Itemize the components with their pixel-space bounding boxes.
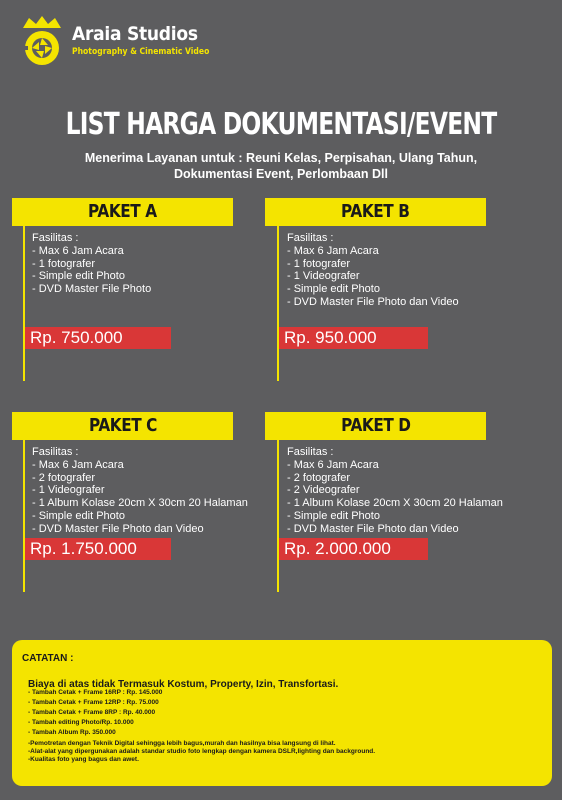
package-d-facilities xyxy=(287,446,503,536)
notes-footer xyxy=(28,740,375,764)
facility-item: - Simple edit Photo xyxy=(32,509,125,522)
facility-item: - DVD Master File Photo dan Video xyxy=(32,522,204,535)
notes-title: CATATAN : xyxy=(22,653,74,664)
notes-addons xyxy=(28,688,162,738)
facility-item: - 1 Videografer xyxy=(32,484,105,497)
facility-item: - 2 fotografer xyxy=(32,471,95,484)
package-a-price: Rp. 750.000 xyxy=(25,327,171,349)
facility-item: - Simple edit Photo xyxy=(32,270,125,283)
package-d-price: Rp. 2.000.000 xyxy=(279,538,428,560)
intro-line: Menerima Layanan untuk : Reuni Kelas, Perpisahan, Ulang Tahun, xyxy=(84,151,478,165)
addon-item: - Tambah Cetak + Frame 12RP : Rp. 75.000 xyxy=(28,699,159,706)
package-a-divider xyxy=(23,226,25,381)
footer-line: -Kualitas foto yang bagus dan awet. xyxy=(28,756,139,763)
package-d-divider xyxy=(277,440,279,592)
facility-item: - DVD Master File Photo dan Video xyxy=(287,522,459,535)
facility-item: - DVD Master File Photo dan Video xyxy=(287,295,459,308)
addon-item: - Tambah Cetak + Frame 16RP : Rp. 145.000 xyxy=(28,689,163,696)
footer-line: -Pemotretan dengan Teknik Digital sehingga lebih bagus,murah dan hasilnya bisa langsung di lihat. xyxy=(28,740,336,747)
facility-item: - 2 Videografer xyxy=(287,484,360,497)
addon-item: - Tambah Album Rp. 350.000 xyxy=(28,729,116,736)
package-b-facilities xyxy=(287,232,459,309)
footer-line: -Alat-alat yang dipergunakan adalah standar studio foto lengkap dengan kamera DSLR,lighting dan background. xyxy=(28,748,376,755)
intro-text xyxy=(0,150,562,182)
package-c-divider xyxy=(23,440,25,592)
camera-crown-logo-icon xyxy=(18,14,66,68)
facility-item: - 1 fotografer xyxy=(287,257,350,270)
facility-item: - Max 6 Jam Acara xyxy=(287,244,379,257)
addon-item: - Tambah editing Photo/Rp. 10.000 xyxy=(28,719,134,726)
facility-item: - 2 fotografer xyxy=(287,471,350,484)
facility-item: - 1 Videografer xyxy=(287,270,360,283)
facility-item: - 1 Album Kolase 20cm X 30cm 20 Halaman xyxy=(287,497,503,510)
package-b-divider xyxy=(277,226,279,381)
intro-line: Dokumentasi Event, Perlombaan Dll xyxy=(174,167,388,181)
facility-item: - 1 fotografer xyxy=(32,257,95,270)
package-a-header: PAKET A xyxy=(12,198,233,226)
facilities-label: Fasilitas : xyxy=(287,232,334,244)
notes-main: Biaya di atas tidak Termasuk Kostum, Property, Izin, Transfortasi. xyxy=(28,679,339,690)
facility-item: - Simple edit Photo xyxy=(287,509,380,522)
package-d-header: PAKET D xyxy=(265,412,486,440)
package-c-header: PAKET C xyxy=(12,412,233,440)
notes-box xyxy=(12,640,552,786)
package-b-header: PAKET B xyxy=(265,198,486,226)
brand-tagline: Photography & Cinematic Video xyxy=(72,47,210,57)
facilities-label: Fasilitas : xyxy=(32,232,79,244)
facility-item: - Max 6 Jam Acara xyxy=(32,458,124,471)
facility-item: - Max 6 Jam Acara xyxy=(32,244,124,257)
brand-name: Araia Studios xyxy=(72,23,198,45)
facility-item: - Max 6 Jam Acara xyxy=(287,458,379,471)
addon-item: - Tambah Cetak + Frame 8RP : Rp. 40.000 xyxy=(28,709,156,716)
facilities-label: Fasilitas : xyxy=(287,446,334,458)
package-a-facilities xyxy=(32,232,151,296)
facility-item: - 1 Album Kolase 20cm X 30cm 20 Halaman xyxy=(32,497,248,510)
page-title: LIST HARGA DOKUMENTASI/EVENT xyxy=(65,107,497,142)
facilities-label: Fasilitas : xyxy=(32,446,79,458)
package-b-price: Rp. 950.000 xyxy=(279,327,428,349)
facility-item: - DVD Master File Photo xyxy=(32,283,152,296)
package-c-facilities xyxy=(32,446,248,536)
package-c-price: Rp. 1.750.000 xyxy=(25,538,171,560)
facility-item: - Simple edit Photo xyxy=(287,283,380,296)
